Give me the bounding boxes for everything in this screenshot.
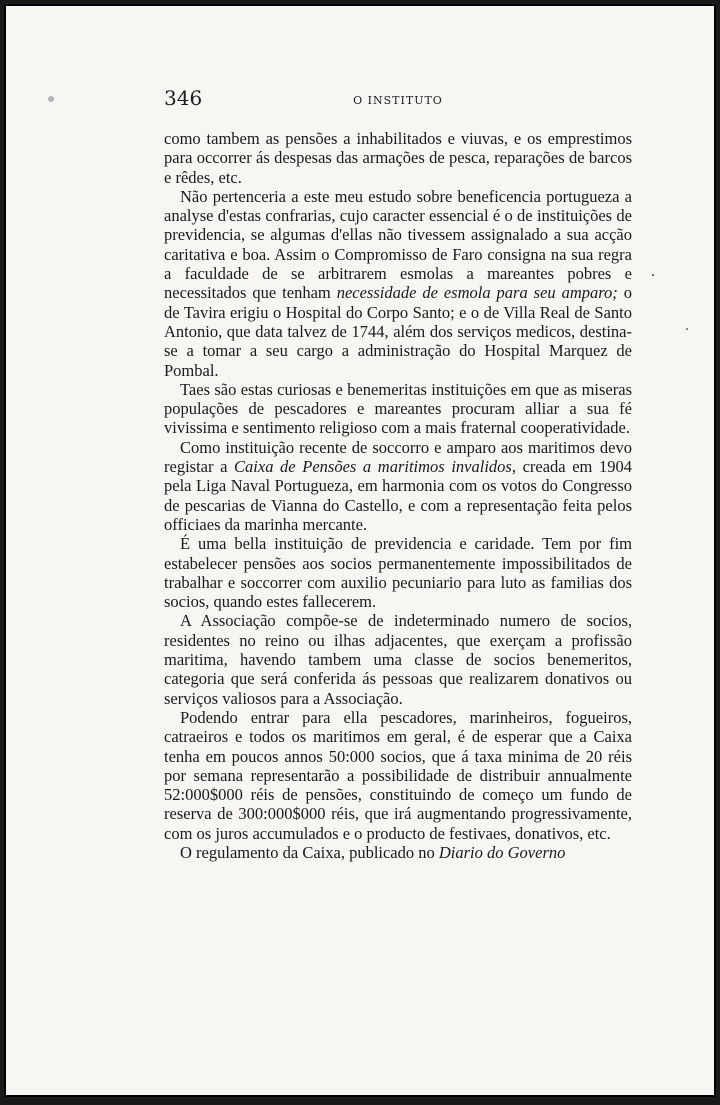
body-text (164, 129, 632, 862)
paragraph (164, 708, 632, 843)
text-segment: como tambem as pensões a inhabilitados e viuvas, e os emprestimos para occorrer ás despesas das armações de pesca, reparações de barcos e rêdes, etc. (164, 129, 632, 187)
text-segment: necessidade de esmola para seu amparo; (336, 283, 618, 303)
text-segment: Podendo entrar para ella pescadores, marinheiros, fogueiros, catraeiros e todos os maritimos em geral, é de esperar que a Caixa tenha em poucos annos 50:000 socios, que á taxa minima de 20 réis por semana representarão a possibilidade de distribuir annualmente 52:000$000 réis de pensões, constituindo de começo um fundo de reserva de 300:000$000 réis, que irá augmentando progressivamente, com os juros accumulados e o producto de festivaes, donativos, etc. (164, 707, 632, 843)
running-head: O INSTITUTO (353, 94, 443, 107)
paragraph (164, 534, 632, 611)
text-segment: Diario do Governo (438, 842, 566, 862)
paragraph (164, 380, 632, 438)
paragraph (164, 187, 632, 380)
scan-speck (686, 328, 688, 330)
text-segment: creada em 1904 pela Liga Naval Portugueza, em harmonia com os votos do Congresso de pescarias de Vianna do Castello, e com a representação feita pelos officiaes da marinha mercante. (164, 457, 632, 534)
text-segment: Taes são estas curiosas e benemeritas instituições em que as miseras populações de pescadores e mareantes procuram alliar a sua fé vivissima e sentimento religioso com a mais fraternal cooperatividade. (164, 379, 632, 438)
paragraph (164, 438, 632, 534)
scan-speck (48, 96, 54, 102)
text-segment: Não pertenceria a este meu estudo sobre beneficencia portugueza a analyse d'estas confrarias, cujo caracter essencial é o de instituições de previdencia, se algumas d'ellas não tivessem assignalado a sua acção caritativa e boa. Assim o Compromisso de Faro consigna na sua regra a faculdade de se arbitrarem esmolas a mareantes pobres e necessitados que tenham (164, 186, 632, 303)
text-segment: o de Tavira erigiu o Hospital do Corpo Santo; e o de Villa Real de Santo Antonio, que data talvez de 1744, além dos serviços medicos, destina-se a tomar a seu cargo a administração do Hospital Marquez de Pombal. (164, 283, 632, 380)
page-header (164, 86, 632, 112)
page-number: 346 (164, 86, 203, 110)
scanned-page (4, 4, 716, 1097)
text-segment: Caixa de Pensões a maritimos invalidos, (234, 457, 516, 477)
text-segment: É uma bella instituição de previdencia e caridade. Tem por fim estabelecer pensões aos socios permanentemente impossibilitados de trabalhar e soccorrer com auxilio pecuniario para luto as familias dos socios, quando estes fallecerem. (164, 534, 632, 612)
text-segment: A Associação compõe-se de indeterminado numero de socios, residentes no reino ou ilhas adjacentes, que exerçam a profissão maritima, havendo tambem uma classe de socios benemeritos, categoria que será conferida ás pessoas que realizarem donativos ou serviços valiosos para a Associação. (164, 611, 632, 708)
text-segment: Como instituição recente de soccorro e amparo aos maritimos devo registar a (164, 437, 632, 477)
paragraph (164, 129, 632, 187)
paragraph (164, 843, 632, 862)
text-segment: O regulamento da Caixa, publicado no (180, 842, 439, 862)
scan-speck (652, 274, 654, 276)
paragraph (164, 611, 632, 707)
